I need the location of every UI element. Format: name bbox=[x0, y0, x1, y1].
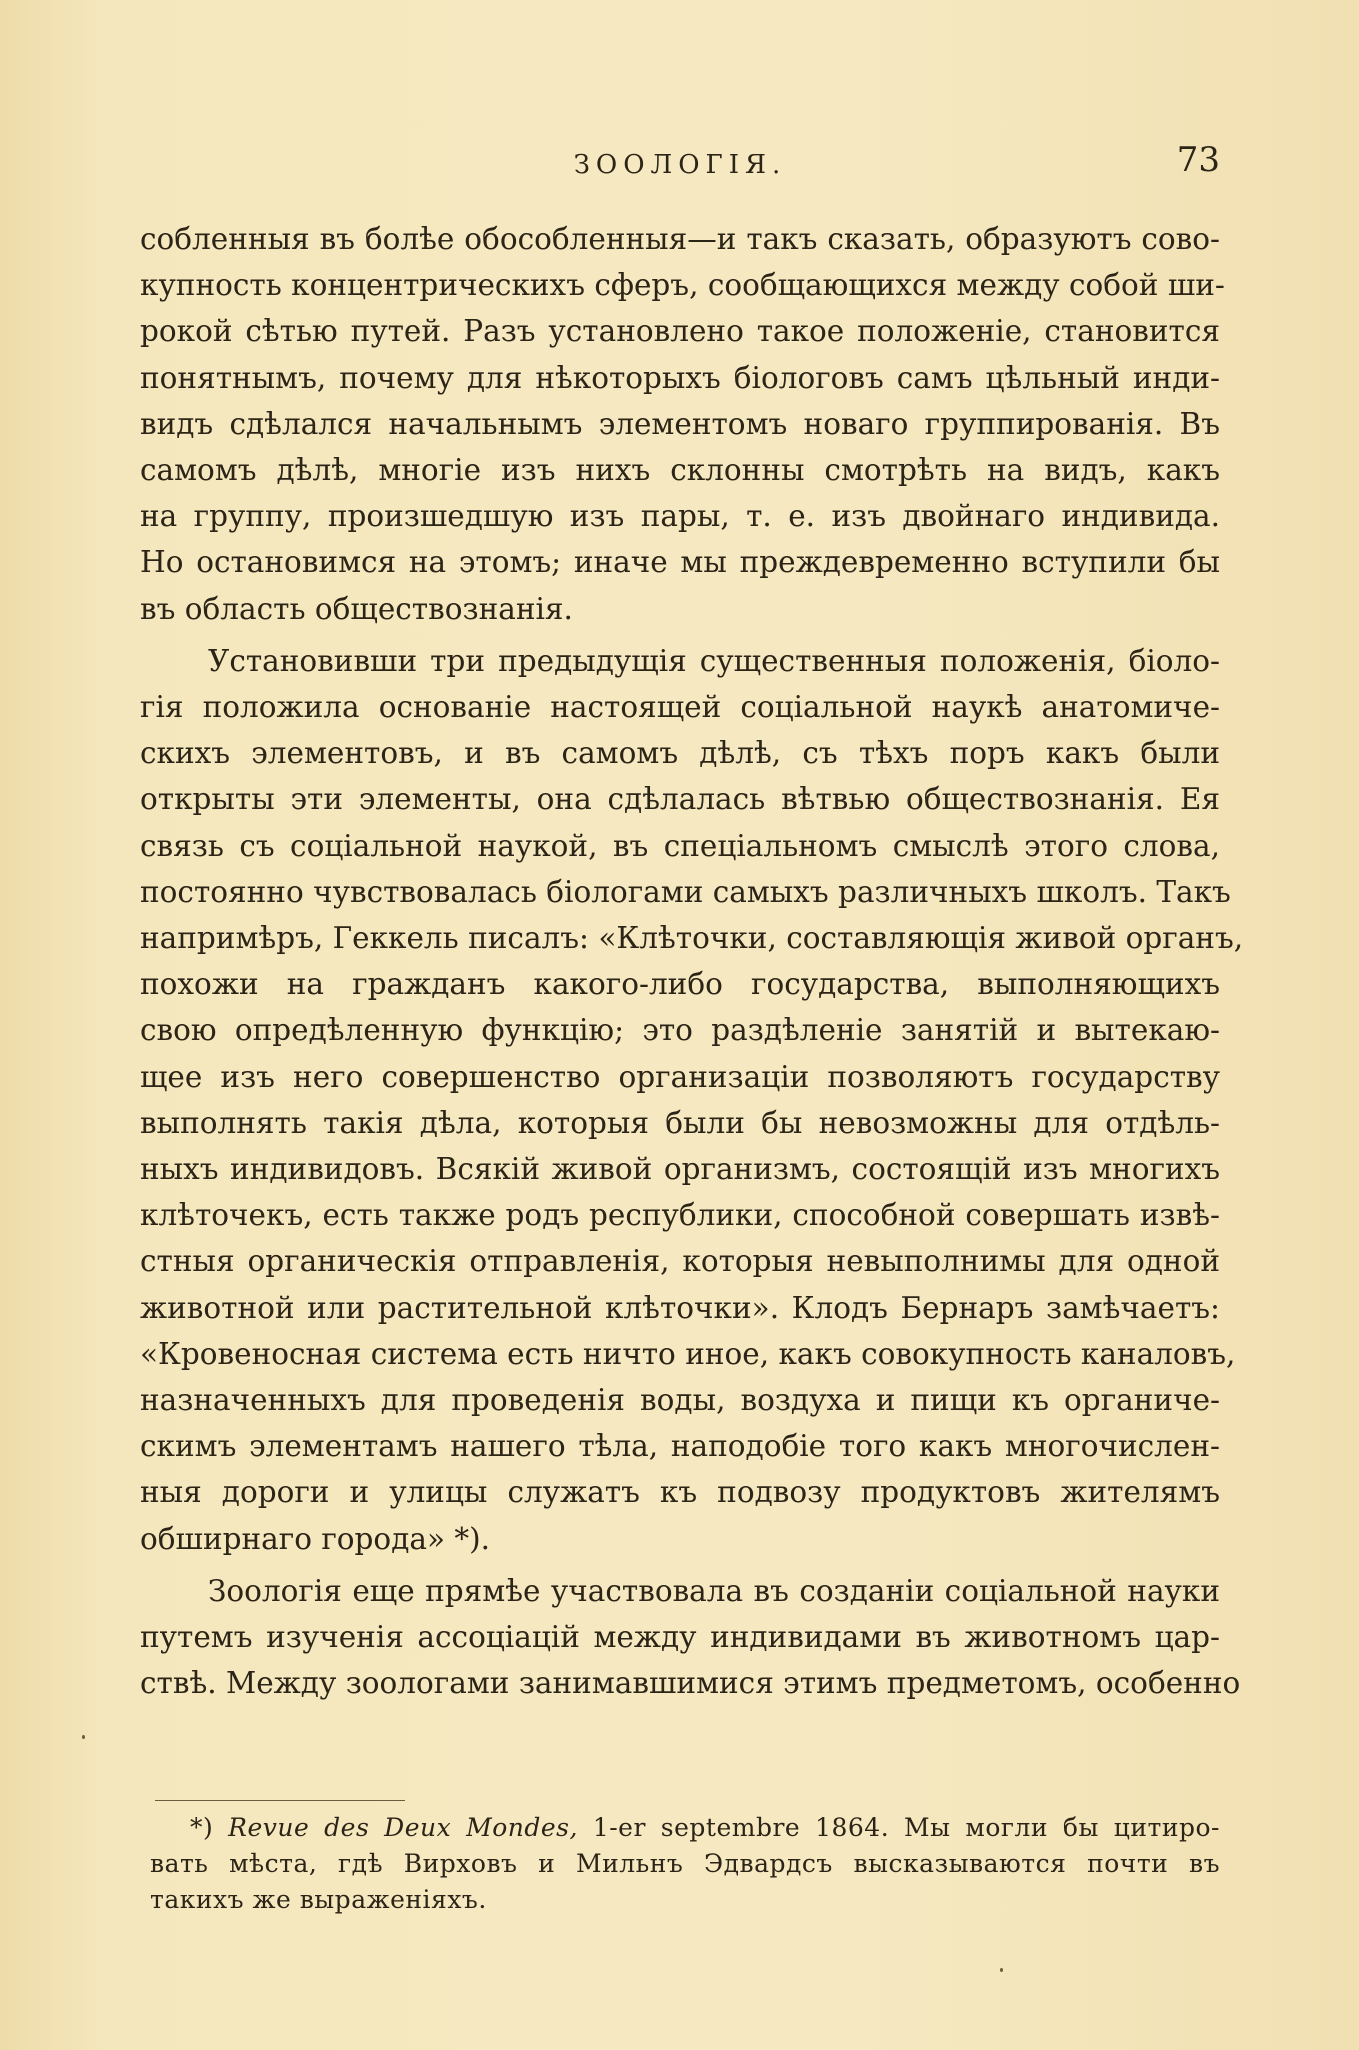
page-header bbox=[140, 140, 1220, 190]
text-line: ныхъ индивидовъ. Всякій живой организмъ, состоящій изъ многихъ bbox=[140, 1152, 1220, 1187]
body-text bbox=[140, 216, 1244, 1707]
text-line: купность концентрическихъ сферъ, сообщающихся между собой ши- bbox=[140, 268, 1225, 303]
text-line: назначенныхъ для проведенія воды, воздуха и пищи къ органиче- bbox=[140, 1383, 1220, 1418]
text-line: постоянно чувствовалась біологами самыхъ различныхъ школъ. Такъ bbox=[140, 874, 1231, 909]
text-line: открыты эти элементы, она сдѣлалась вѣтвью обществознанія. Ея bbox=[140, 782, 1220, 817]
text-line: Но остановимся на этомъ; иначе мы преждевременно вступили бы bbox=[140, 545, 1220, 580]
text-line: стныя органическія отправленія, которыя невыполнимы для одной bbox=[140, 1244, 1220, 1279]
paragraph-1 bbox=[140, 216, 1225, 632]
text-line: понятнымъ, почему для нѣкоторыхъ біологовъ самъ цѣльный инди- bbox=[140, 360, 1220, 395]
text-line: свою опредѣленную функцію; это раздѣленіе занятій и вытекаю- bbox=[140, 1013, 1220, 1048]
text-line: скимъ элементамъ нашего тѣла, наподобіе того какъ многочислен- bbox=[140, 1429, 1220, 1464]
text-line: ныя дороги и улицы служатъ къ подвозу продуктовъ жителямъ bbox=[140, 1475, 1220, 1510]
footnote-rule bbox=[155, 1800, 405, 1801]
text-line: обширнаго города» *). bbox=[140, 1521, 491, 1556]
text-line: собленныя въ болѣе обособленныя—и такъ сказать, образуютъ сово- bbox=[140, 222, 1220, 256]
text-line: путемъ изученія ассоціацій между индивидами въ животномъ цар- bbox=[140, 1620, 1220, 1655]
text-line: «Кровеносная система есть ничто иное, какъ совокупность каналовъ, bbox=[140, 1336, 1236, 1371]
text-line: самомъ дѣлѣ, многіе изъ нихъ склонны смотрѣть на видъ, какъ bbox=[140, 453, 1220, 488]
paper-speck bbox=[1000, 1968, 1003, 1972]
footnote bbox=[150, 1810, 1220, 1918]
paper-speck bbox=[82, 1735, 85, 1739]
footnote-marker: *) bbox=[190, 1813, 214, 1842]
text-line: скихъ элементовъ, и въ самомъ дѣлѣ, съ тѣхъ поръ какъ были bbox=[140, 736, 1220, 771]
paragraph-3 bbox=[140, 1568, 1241, 1707]
text-line: связь съ соціальной наукой, въ спеціальномъ смыслѣ этого слова, bbox=[140, 828, 1220, 863]
text-line: видъ сдѣлался начальнымъ элементомъ новаго группированія. Въ bbox=[140, 406, 1220, 441]
text-line: напримѣръ, Геккель писалъ: «Клѣточки, составляющія живой органъ, bbox=[140, 921, 1244, 956]
footnote-line: такихъ же выраженіяхъ. bbox=[150, 1885, 487, 1914]
text-line: выполнять такія дѣла, которыя были бы невозможны для отдѣль- bbox=[140, 1105, 1220, 1140]
text-line: клѣточекъ, есть также родъ республики, способной совершать извѣ- bbox=[140, 1198, 1220, 1233]
text-line: Установивши три предыдущія существенныя положенія, біоло- bbox=[208, 643, 1220, 678]
text-line: на группу, произшедшую изъ пары, т. е. изъ двойнаго индивида. bbox=[140, 499, 1220, 534]
text-line: Зоологія еще прямѣе участвовала въ созданіи соціальной науки bbox=[208, 1573, 1220, 1608]
text-line: ствѣ. Между зоологами занимавшимися этимъ предметомъ, особенно bbox=[140, 1666, 1241, 1701]
text-line: рокой сѣтью путей. Разъ установлено такое положеніе, становится bbox=[140, 314, 1220, 349]
footnote-line bbox=[150, 1810, 1220, 1846]
text-line: въ область обществознанія. bbox=[140, 591, 573, 626]
text-line: животной или растительной клѣточки». Клодъ Бернаръ замѣчаетъ: bbox=[140, 1290, 1220, 1325]
paragraph-2 bbox=[140, 638, 1244, 1562]
text-line: гія положила основаніе настоящей соціальной наукѣ анатомиче- bbox=[140, 690, 1220, 725]
footnote-source: Revue des Deux Mondes, bbox=[228, 1813, 578, 1842]
footnote-line: вать мѣста, гдѣ Вирховъ и Мильнъ Эдвардсъ высказываются почти въ bbox=[150, 1849, 1220, 1878]
text-line: щее изъ него совершенство организаціи позволяютъ государству bbox=[140, 1059, 1220, 1094]
footnote-text: 1-er septembre 1864. Мы могли бы цитиро- bbox=[592, 1813, 1220, 1842]
page-number: 73 bbox=[1176, 140, 1220, 180]
text-line: похожи на гражданъ какого-либо государства, выполняющихъ bbox=[140, 967, 1220, 1002]
running-head: ЗООЛОГІЯ. bbox=[573, 150, 787, 180]
